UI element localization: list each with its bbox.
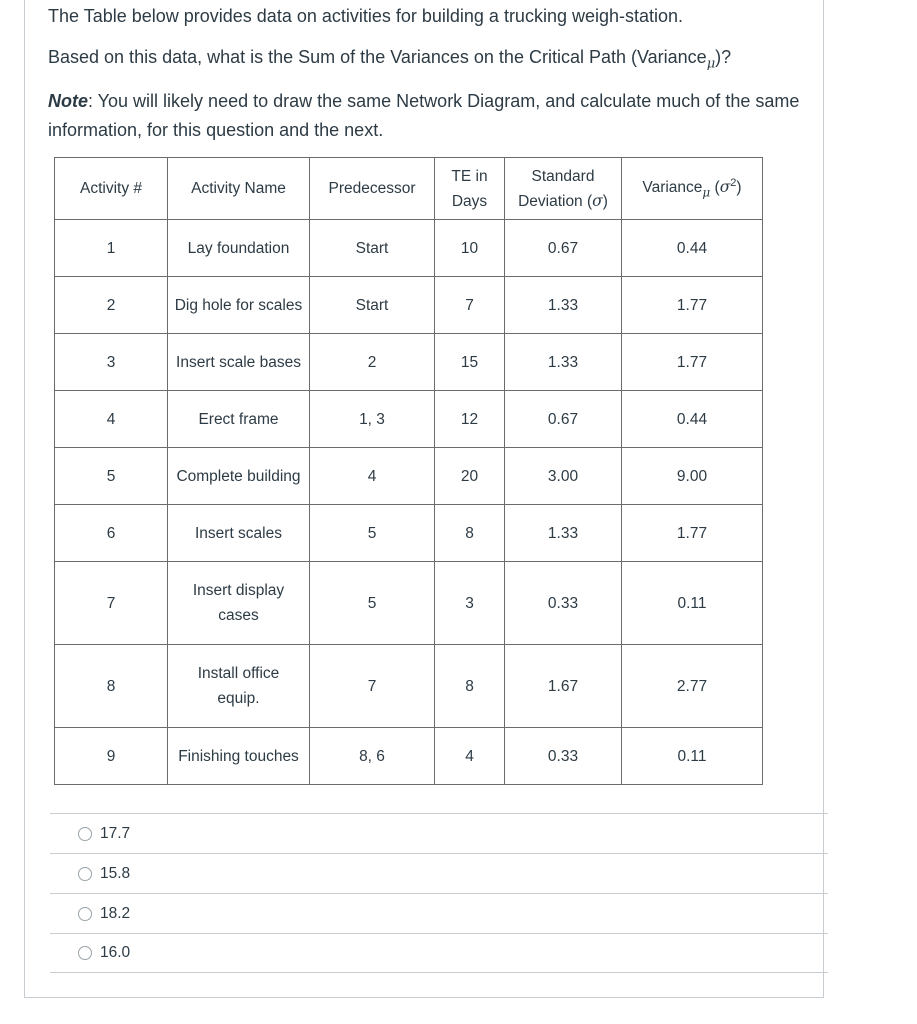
cell-activity-name: Insert scale bases xyxy=(168,334,310,391)
cell-predecessor: Start xyxy=(310,220,435,277)
cell-std-dev: 1.67 xyxy=(505,645,622,728)
table-row xyxy=(55,220,763,277)
cell-activity-name: Finishing touches xyxy=(168,728,310,785)
cell-predecessor: 2 xyxy=(310,334,435,391)
question-card xyxy=(24,0,824,998)
table-row xyxy=(55,562,763,645)
cell-std-dev: 1.33 xyxy=(505,334,622,391)
cell-variance: 1.77 xyxy=(622,277,763,334)
header-te-days: TE in Days xyxy=(435,158,505,220)
table-row xyxy=(55,448,763,505)
note-label: Note xyxy=(48,91,88,111)
note-text: : You will likely need to draw the same Network Diagram, and calculate much of the same information, for this question and the next. xyxy=(48,91,800,140)
cell-activity-number: 7 xyxy=(55,562,168,645)
mu-subscript: μ xyxy=(706,56,716,72)
header-activity-name: Activity Name xyxy=(168,158,310,220)
question-intro: The Table below provides data on activities for building a trucking weigh-station. xyxy=(48,6,684,26)
cell-std-dev: 0.67 xyxy=(505,391,622,448)
sigma-symbol: σ xyxy=(592,191,603,210)
cell-predecessor: 5 xyxy=(310,562,435,645)
cell-te: 12 xyxy=(435,391,505,448)
question-prompt-end: )? xyxy=(715,47,732,67)
cell-variance: 1.77 xyxy=(622,334,763,391)
cell-variance: 9.00 xyxy=(622,448,763,505)
cell-variance: 0.11 xyxy=(622,562,763,645)
variance-paren-open: ( xyxy=(710,179,720,197)
table-row xyxy=(55,505,763,562)
cell-activity-number: 1 xyxy=(55,220,168,277)
cell-te: 15 xyxy=(435,334,505,391)
cell-std-dev: 0.33 xyxy=(505,728,622,785)
answer-choices xyxy=(50,813,828,973)
cell-activity-number: 2 xyxy=(55,277,168,334)
cell-variance: 1.77 xyxy=(622,505,763,562)
answer-option[interactable] xyxy=(50,813,828,853)
cell-activity-name: Insert scales xyxy=(168,505,310,562)
variance-mu-subscript: μ xyxy=(702,185,711,200)
cell-activity-name: Erect frame xyxy=(168,391,310,448)
cell-variance: 0.44 xyxy=(622,391,763,448)
variance-sigma: σ xyxy=(719,178,731,197)
table-row xyxy=(55,334,763,391)
cell-std-dev: 0.33 xyxy=(505,562,622,645)
cell-variance: 0.11 xyxy=(622,728,763,785)
header-standard-deviation xyxy=(505,158,622,220)
cell-te: 20 xyxy=(435,448,505,505)
answer-label: 16.0 xyxy=(100,944,131,961)
cell-predecessor: 7 xyxy=(310,645,435,728)
cell-predecessor: 4 xyxy=(310,448,435,505)
cell-std-dev: 0.67 xyxy=(505,220,622,277)
table-row xyxy=(55,391,763,448)
cell-predecessor: Start xyxy=(310,277,435,334)
cell-te: 4 xyxy=(435,728,505,785)
answer-option[interactable] xyxy=(50,893,828,933)
cell-activity-name: Dig hole for scales xyxy=(168,277,310,334)
cell-activity-name: Install office equip. xyxy=(168,645,310,728)
cell-activity-number: 5 xyxy=(55,448,168,505)
cell-te: 7 xyxy=(435,277,505,334)
header-standard-deviation-text: Standard Deviation ( xyxy=(518,167,595,210)
cell-variance: 2.77 xyxy=(622,645,763,728)
answer-label: 17.7 xyxy=(100,824,131,842)
header-predecessor: Predecessor xyxy=(310,158,435,220)
table-header-row xyxy=(55,158,763,220)
cell-predecessor: 5 xyxy=(310,505,435,562)
table-row xyxy=(55,277,763,334)
header-variance-text: Variance xyxy=(642,179,703,197)
activity-table xyxy=(54,157,763,785)
answer-label: 18.2 xyxy=(100,904,131,922)
cell-predecessor: 1, 3 xyxy=(310,391,435,448)
cell-te: 10 xyxy=(435,220,505,277)
cell-activity-name: Complete building xyxy=(168,448,310,505)
cell-te: 8 xyxy=(435,505,505,562)
cell-activity-name: Insert display cases xyxy=(168,562,310,645)
cell-predecessor: 8, 6 xyxy=(310,728,435,785)
cell-std-dev: 1.33 xyxy=(505,277,622,334)
variance-superscript: 2 xyxy=(730,177,737,190)
cell-te: 3 xyxy=(435,562,505,645)
cell-activity-number: 9 xyxy=(55,728,168,785)
cell-te: 8 xyxy=(435,645,505,728)
answer-option[interactable] xyxy=(50,853,828,893)
cell-activity-number: 4 xyxy=(55,391,168,448)
cell-activity-number: 8 xyxy=(55,645,168,728)
cell-activity-number: 6 xyxy=(55,505,168,562)
answer-option[interactable] xyxy=(50,933,828,973)
cell-activity-number: 3 xyxy=(55,334,168,391)
question-note xyxy=(48,87,808,145)
table-row xyxy=(55,645,763,728)
variance-paren-close: ) xyxy=(736,179,742,197)
radio-button[interactable] xyxy=(78,867,92,881)
radio-button[interactable] xyxy=(78,946,92,960)
question-prompt xyxy=(48,43,808,79)
header-variance xyxy=(622,158,763,220)
cell-std-dev: 1.33 xyxy=(505,505,622,562)
table-row xyxy=(55,728,763,785)
answer-label: 15.8 xyxy=(100,864,131,882)
radio-button[interactable] xyxy=(78,907,92,921)
header-activity-number: Activity # xyxy=(55,158,168,220)
cell-activity-name: Lay foundation xyxy=(168,220,310,277)
cell-std-dev: 3.00 xyxy=(505,448,622,505)
radio-button[interactable] xyxy=(78,827,92,841)
cell-variance: 0.44 xyxy=(622,220,763,277)
header-standard-deviation-close: ) xyxy=(602,192,608,210)
question-prompt-text: Based on this data, what is the Sum of the Variances on the Critical Path (Variance xyxy=(48,47,707,67)
